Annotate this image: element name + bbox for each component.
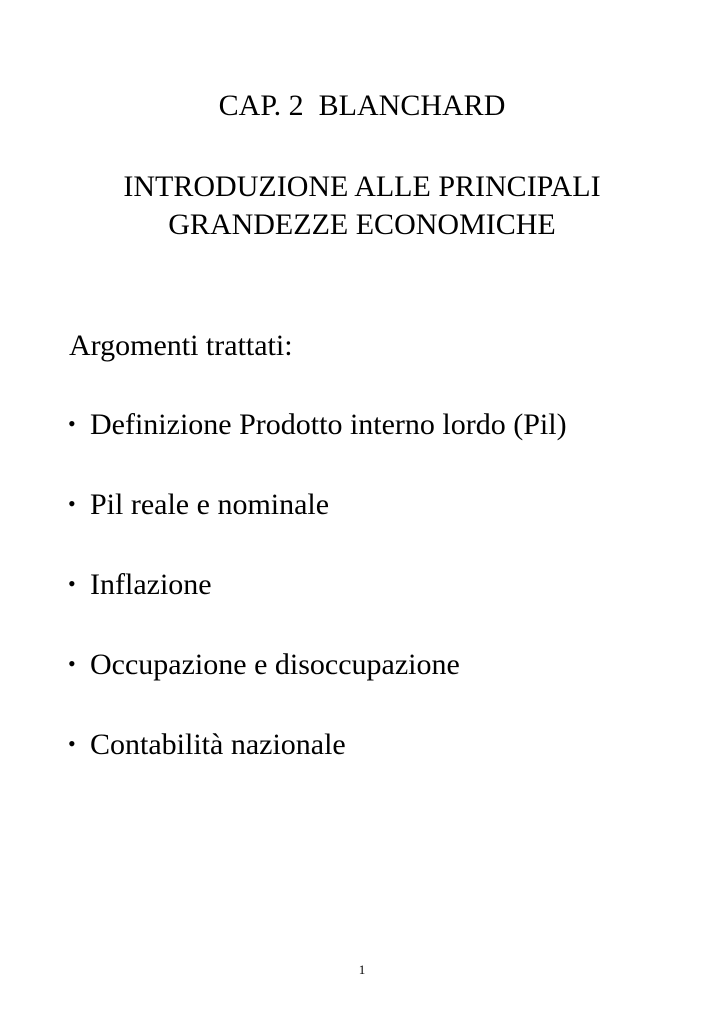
bullet-icon: • (68, 411, 76, 436)
topic-text: Pil reale e nominale (90, 488, 330, 521)
list-item (68, 404, 567, 484)
topics-list (68, 404, 567, 804)
list-item (68, 644, 567, 724)
bullet-icon: • (68, 571, 76, 596)
topic-text: Inflazione (90, 568, 212, 601)
list-item (68, 724, 567, 804)
bullet-icon: • (68, 491, 76, 516)
topic-text: Contabilità nazionale (90, 728, 346, 761)
list-item (68, 484, 567, 564)
title-line-2: GRANDEZZE ECONOMICHE (168, 208, 556, 241)
page-number: 1 (358, 962, 366, 977)
topic-text: Occupazione e disoccupazione (90, 648, 460, 681)
topics-heading: Argomenti trattati: (69, 329, 293, 362)
topic-text: Definizione Prodotto interno lordo (Pil) (90, 408, 567, 441)
title-line-1: INTRODUZIONE ALLE PRINCIPALI (123, 170, 601, 203)
bullet-icon: • (68, 731, 76, 756)
document-title (0, 168, 724, 244)
chapter-heading: CAP. 2 BLANCHARD (218, 89, 506, 122)
bullet-icon: • (68, 651, 76, 676)
list-item (68, 564, 567, 644)
